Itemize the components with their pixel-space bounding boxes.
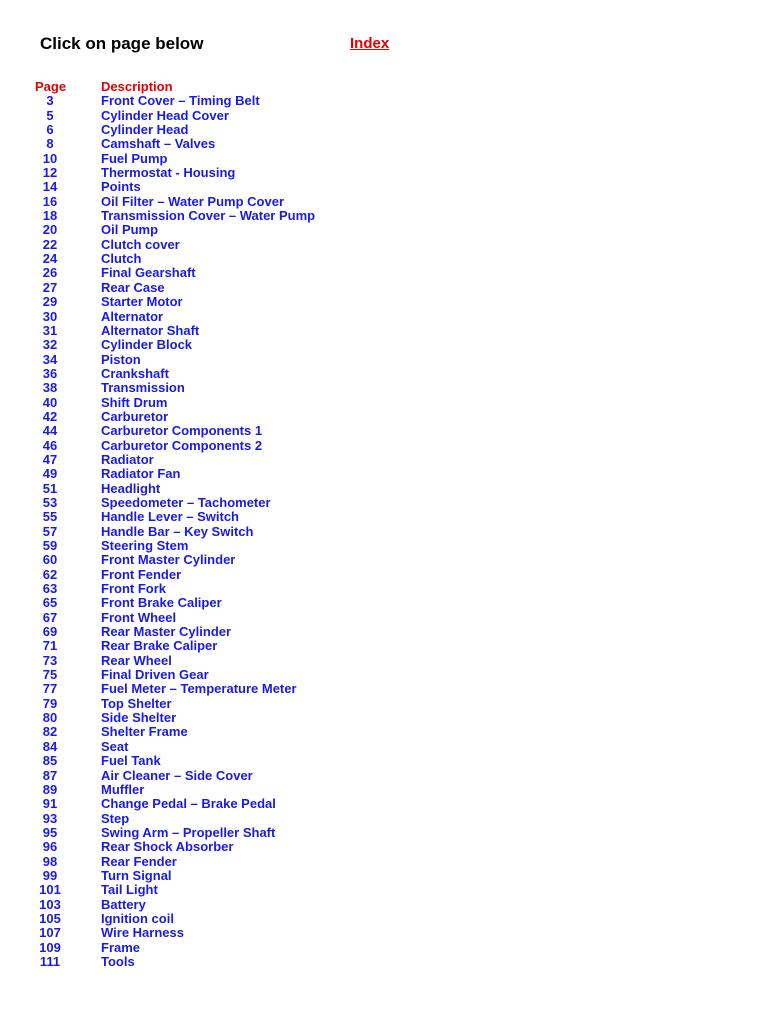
entry-description-link[interactable]: Steering Stem	[101, 538, 189, 553]
entry-description-link[interactable]: Front Master Cylinder	[101, 552, 236, 568]
toc-entries	[0, 94, 768, 969]
toc-entry[interactable]	[0, 740, 768, 754]
entry-page-number[interactable]: 59	[42, 538, 58, 553]
toc-entry[interactable]	[0, 496, 768, 510]
toc-entry[interactable]	[0, 266, 768, 280]
toc-entry[interactable]	[0, 137, 768, 151]
page-title: Click on page below	[40, 34, 204, 53]
toc-entry[interactable]	[0, 525, 768, 539]
entry-page-number[interactable]: 91	[42, 796, 58, 812]
toc-entry[interactable]	[0, 123, 768, 137]
toc-entry[interactable]	[0, 152, 768, 166]
entry-page-number[interactable]: 60	[42, 552, 58, 568]
entry-page-number[interactable]: 42	[42, 408, 58, 424]
entry-page-number[interactable]: 24	[42, 251, 58, 267]
entry-description-link[interactable]: Rear Wheel	[101, 652, 172, 668]
entry-page-number[interactable]: 77	[42, 681, 58, 697]
entry-page-number[interactable]: 26	[42, 265, 58, 281]
entry-description-link[interactable]: Cylinder Head Cover	[101, 107, 229, 123]
entry-description-link[interactable]: Ignition coil	[101, 910, 174, 926]
entry-page-number[interactable]: 5	[46, 107, 54, 123]
entry-description-link[interactable]: Handle Lever – Switch	[101, 509, 239, 525]
entry-description-link[interactable]: Front Fork	[101, 581, 166, 597]
entry-page-number[interactable]: 8	[46, 136, 54, 152]
entry-description-link[interactable]: Rear Shock Absorber	[101, 839, 234, 855]
toc-entry[interactable]	[0, 754, 768, 768]
toc-entry[interactable]	[0, 338, 768, 352]
toc-entry[interactable]	[0, 912, 768, 926]
entry-page-number[interactable]: 89	[42, 781, 58, 797]
entry-page-number[interactable]: 82	[42, 724, 58, 740]
toc-entry[interactable]	[0, 826, 768, 840]
toc-entry[interactable]	[0, 553, 768, 567]
entry-page-number[interactable]: 103	[39, 896, 61, 912]
entry-description-link[interactable]: Front Wheel	[101, 609, 177, 625]
entry-page-number[interactable]: 12	[42, 165, 58, 181]
entry-page-number[interactable]: 32	[42, 337, 58, 353]
entry-page-number[interactable]: 99	[42, 867, 58, 883]
toc-entry[interactable]	[0, 381, 768, 395]
entry-page-number[interactable]: 105	[39, 910, 61, 926]
entry-description-link[interactable]: Final Gearshaft	[101, 265, 196, 281]
entry-page-number[interactable]: 14	[42, 179, 58, 195]
entry-description-link[interactable]: Seat	[101, 738, 129, 754]
entry-page-number[interactable]: 51	[42, 480, 58, 496]
toc-entry[interactable]	[0, 769, 768, 783]
entry-page-number[interactable]: 10	[42, 150, 58, 166]
entry-description-link[interactable]: Radiator Fan	[101, 466, 181, 482]
entry-description-link[interactable]: Transmission	[101, 380, 185, 396]
toc-entry[interactable]	[0, 410, 768, 424]
toc-entry[interactable]	[0, 725, 768, 739]
toc-entry[interactable]	[0, 711, 768, 725]
entry-description-link[interactable]: Oil Pump	[101, 222, 159, 238]
toc-header-row	[0, 80, 768, 94]
entry-page-number[interactable]: 46	[42, 437, 58, 453]
toc-entry[interactable]	[0, 926, 768, 940]
entry-description-link[interactable]: Clutch cover	[101, 236, 180, 252]
entry-description-link[interactable]: Change Pedal – Brake Pedal	[101, 796, 276, 812]
toc-entry[interactable]	[0, 396, 768, 410]
entry-description-link[interactable]: Frame	[101, 939, 141, 955]
entry-description-link[interactable]: Radiator	[101, 451, 154, 467]
toc-entry[interactable]	[0, 467, 768, 481]
entry-description-link[interactable]: Handle Bar – Key Switch	[101, 523, 254, 539]
entry-description-link[interactable]: Rear Fender	[101, 853, 177, 869]
toc-entry[interactable]	[0, 539, 768, 553]
entry-description-link[interactable]: Rear Master Cylinder	[101, 624, 232, 640]
entry-page-number[interactable]: 40	[42, 394, 58, 410]
entry-description-link[interactable]: Crankshaft	[101, 365, 169, 381]
toc-entry[interactable]	[0, 639, 768, 653]
entry-page-number[interactable]: 101	[39, 882, 61, 898]
entry-description-link[interactable]: Final Driven Gear	[101, 667, 209, 683]
entry-page-number[interactable]: 75	[42, 667, 58, 683]
entry-description-link[interactable]: Piston	[101, 351, 141, 367]
entry-page-number[interactable]: 79	[42, 695, 58, 711]
entry-description-link[interactable]: Carburetor	[101, 408, 169, 424]
description-column-header: Description	[101, 79, 173, 94]
toc-entry[interactable]	[0, 109, 768, 123]
entry-page-number[interactable]: 62	[42, 566, 58, 582]
toc-entry[interactable]	[0, 424, 768, 438]
entry-description-link[interactable]: Clutch	[101, 251, 142, 267]
entry-page-number[interactable]: 49	[42, 466, 58, 482]
toc-entry[interactable]	[0, 697, 768, 711]
toc-entry[interactable]	[0, 855, 768, 869]
entry-description-link[interactable]: Fuel Meter – Temperature Meter	[101, 681, 297, 697]
toc-entry[interactable]	[0, 883, 768, 897]
toc-entry[interactable]	[0, 238, 768, 252]
entry-description-link[interactable]: Camshaft – Valves	[101, 136, 216, 152]
toc-entry[interactable]	[0, 668, 768, 682]
entry-page-number[interactable]: 44	[42, 423, 58, 439]
toc-entry[interactable]	[0, 582, 768, 596]
entry-page-number[interactable]: 96	[42, 839, 58, 855]
entry-page-number[interactable]: 20	[42, 222, 58, 238]
entry-description-link[interactable]: Tools	[101, 953, 135, 969]
toc-entry[interactable]	[0, 869, 768, 883]
toc-entry[interactable]	[0, 453, 768, 467]
entry-page-number[interactable]: 6	[46, 122, 54, 138]
toc-entry[interactable]	[0, 654, 768, 668]
entry-page-number[interactable]: 93	[42, 810, 58, 826]
entry-page-number[interactable]: 36	[42, 365, 58, 381]
toc-entry[interactable]	[0, 367, 768, 381]
entry-page-number[interactable]: 38	[42, 380, 58, 396]
entry-description-link[interactable]: Alternator Shaft	[101, 322, 200, 338]
entry-page-number[interactable]: 63	[42, 581, 58, 597]
entry-page-number[interactable]: 107	[39, 925, 61, 941]
entry-page-number[interactable]: 65	[42, 595, 58, 611]
toc-entry[interactable]	[0, 482, 768, 496]
entry-description-link[interactable]: Turn Signal	[101, 867, 172, 883]
toc-entry[interactable]	[0, 324, 768, 338]
entry-page-number[interactable]: 109	[39, 939, 61, 955]
toc-entry[interactable]	[0, 195, 768, 209]
toc-entry[interactable]	[0, 166, 768, 180]
entry-description-link[interactable]: Cylinder Block	[101, 337, 193, 353]
entry-description-link[interactable]: Rear Case	[101, 279, 165, 295]
toc-entry[interactable]	[0, 353, 768, 367]
entry-page-number[interactable]: 31	[42, 322, 58, 338]
entry-description-link[interactable]: Speedometer – Tachometer	[101, 494, 271, 510]
entry-description-link[interactable]: Battery	[101, 896, 146, 912]
entry-page-number[interactable]: 95	[42, 824, 58, 840]
toc-entry[interactable]	[0, 252, 768, 266]
entry-description-link[interactable]: Front Fender	[101, 566, 182, 582]
entry-page-number[interactable]: 34	[42, 351, 58, 367]
entry-page-number[interactable]: 27	[42, 279, 58, 295]
toc-entry[interactable]	[0, 295, 768, 309]
entry-description-link[interactable]: Air Cleaner – Side Cover	[101, 767, 253, 783]
table-of-contents	[0, 80, 768, 969]
entry-page-number[interactable]: 111	[39, 953, 61, 969]
entry-description-link[interactable]: Wire Harness	[101, 925, 184, 941]
entry-description-link[interactable]: Points	[101, 179, 141, 195]
entry-description-link[interactable]: Starter Motor	[101, 294, 183, 310]
toc-entry[interactable]	[0, 682, 768, 696]
entry-page-number[interactable]: 85	[42, 753, 58, 769]
entry-page-number[interactable]: 71	[42, 638, 58, 654]
toc-entry[interactable]	[0, 898, 768, 912]
entry-description-link[interactable]: Step	[101, 810, 130, 826]
entry-page-number[interactable]: 80	[42, 710, 58, 726]
toc-entry[interactable]	[0, 310, 768, 324]
toc-entry[interactable]	[0, 611, 768, 625]
toc-entry[interactable]	[0, 955, 768, 969]
index-link[interactable]: Index	[350, 35, 390, 52]
entry-description-link[interactable]: Tail Light	[101, 882, 158, 898]
entry-description-link[interactable]: Transmission Cover – Water Pump	[101, 208, 316, 224]
entry-page-number[interactable]: 98	[42, 853, 58, 869]
entry-page-number[interactable]: 73	[42, 652, 58, 668]
entry-page-number[interactable]: 87	[42, 767, 58, 783]
entry-description-link[interactable]: Thermostat - Housing	[101, 165, 236, 181]
entry-description-link[interactable]: Oil Filter – Water Pump Cover	[101, 193, 285, 209]
entry-page-number[interactable]: 22	[42, 236, 58, 252]
entry-description-link[interactable]: Shelter Frame	[101, 724, 188, 740]
toc-entry[interactable]	[0, 941, 768, 955]
entry-page-number[interactable]: 16	[42, 193, 58, 209]
toc-entry[interactable]	[0, 223, 768, 237]
entry-description-link[interactable]: Front Brake Caliper	[101, 595, 222, 611]
entry-description-link[interactable]: Fuel Tank	[101, 753, 161, 769]
toc-entry[interactable]	[0, 568, 768, 582]
toc-entry[interactable]	[0, 281, 768, 295]
entry-description-link[interactable]: Side Shelter	[101, 710, 177, 726]
entry-description-link[interactable]: Top Shelter	[101, 695, 172, 711]
entry-page-number[interactable]: 53	[42, 494, 58, 510]
entry-description-link[interactable]: Carburetor Components 1	[101, 423, 263, 439]
entry-page-number[interactable]: 57	[42, 523, 58, 539]
toc-entry[interactable]	[0, 783, 768, 797]
entry-description-link[interactable]: Alternator	[101, 308, 164, 324]
entry-description-link[interactable]: Rear Brake Caliper	[101, 638, 218, 654]
entry-page-number[interactable]: 47	[42, 451, 58, 467]
entry-description-link[interactable]: Headlight	[101, 480, 161, 496]
entry-description-link[interactable]: Cylinder Head	[101, 122, 189, 138]
toc-entry[interactable]	[0, 439, 768, 453]
toc-entry[interactable]	[0, 94, 768, 108]
toc-entry[interactable]	[0, 510, 768, 524]
toc-entry[interactable]	[0, 625, 768, 639]
toc-entry[interactable]	[0, 797, 768, 811]
entry-page-number[interactable]: 29	[42, 294, 58, 310]
entry-description-link[interactable]: Muffler	[101, 781, 145, 797]
entry-description-link[interactable]: Fuel Pump	[101, 150, 168, 166]
entry-page-number[interactable]: 30	[42, 308, 58, 324]
entry-page-number[interactable]: 69	[42, 624, 58, 640]
page-column-header: Page	[35, 79, 67, 94]
entry-page-number[interactable]: 3	[46, 93, 54, 109]
toc-entry[interactable]	[0, 840, 768, 854]
entry-description-link[interactable]: Front Cover – Timing Belt	[101, 93, 260, 109]
toc-entry[interactable]	[0, 596, 768, 610]
entry-page-number[interactable]: 55	[42, 509, 58, 525]
entry-page-number[interactable]: 18	[42, 208, 58, 224]
toc-entry[interactable]	[0, 180, 768, 194]
entry-description-link[interactable]: Shift Drum	[101, 394, 168, 410]
entry-page-number[interactable]: 84	[42, 738, 58, 754]
toc-entry[interactable]	[0, 812, 768, 826]
entry-description-link[interactable]: Swing Arm – Propeller Shaft	[101, 824, 276, 840]
toc-entry[interactable]	[0, 209, 768, 223]
entry-description-link[interactable]: Carburetor Components 2	[101, 437, 263, 453]
entry-page-number[interactable]: 67	[42, 609, 58, 625]
